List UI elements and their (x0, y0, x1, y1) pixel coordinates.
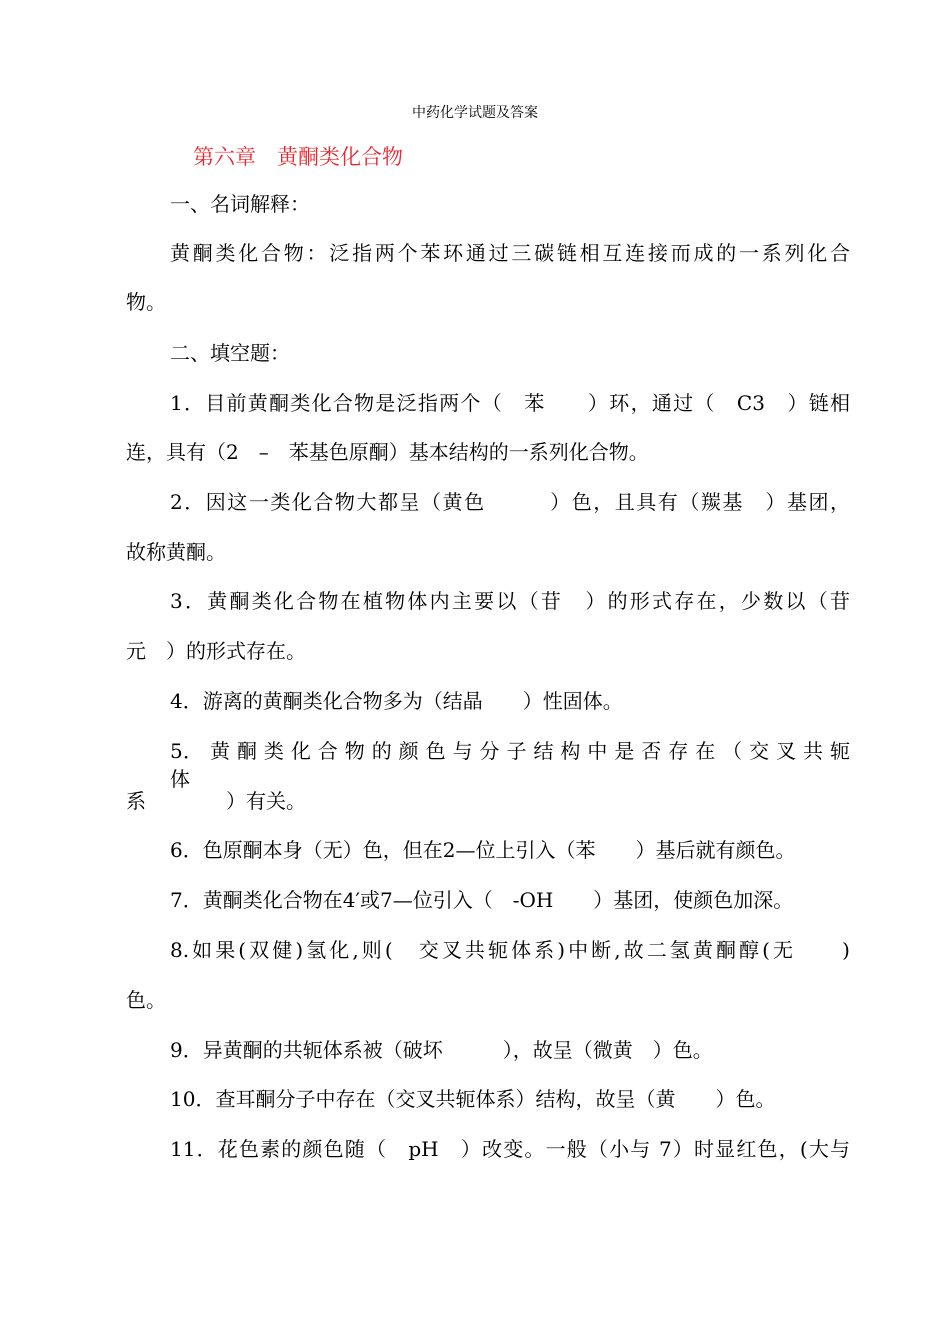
question-1: 1．目前黄酮类化合物是泛指两个（ 苯 ）环，通过（ C3 ）链相 (170, 391, 850, 415)
question-8: 8.如果(双健)氢化,则( 交叉共轭体系)中断,故二氢黄酮醇(无 ) (170, 938, 850, 962)
question-5: 5． 黄 酮 类 化 合 物 的 颜 色 与 分 子 结 构 中 是 否 存 在 （ 交 叉 共 轭 体 (170, 739, 850, 791)
question-11: 11．花色素的颜色随（ pH ）改变。一般（小与 7）时显红色，(大与 (170, 1137, 850, 1161)
question-3-cont: 元 ）的形式存在。 (126, 639, 306, 663)
question-9: 9．异黄酮的共轭体系被（破坏 ），故呈（微黄 ）色。 (170, 1038, 713, 1062)
question-8-cont: 色。 (126, 988, 166, 1012)
question-5-cont: 系 ）有关。 (126, 789, 306, 813)
question-2-cont: 故称黄酮。 (126, 540, 226, 564)
page-header: 中药化学试题及答案 (412, 105, 538, 121)
section-heading-fill-blank: 二、填空题： (170, 341, 290, 365)
question-6: 6．色原酮本身（无）色，但在2—位上引入（苯 ）基后就有颜色。 (170, 838, 796, 862)
section-heading-definitions: 一、名词解释： (170, 192, 310, 216)
question-10: 10．查耳酮分子中存在（交叉共轭体系）结构，故呈（黄 ）色。 (170, 1087, 776, 1111)
definition-text: 黄酮类化合物：泛指两个苯环通过三碳链相互连接而成的一系列化合 (170, 241, 850, 265)
question-1-cont: 连，具有（2 – 苯基色原酮）基本结构的一系列化合物。 (126, 440, 649, 464)
question-2: 2．因这一类化合物大都呈（黄色 ）色，且具有（羰基 ）基团， (170, 490, 850, 514)
definition-text-cont: 物。 (126, 290, 166, 314)
question-7: 7．黄酮类化合物在4′或7—位引入（ -OH ）基团，使颜色加深。 (170, 888, 794, 912)
chapter-title: 第六章 黄酮类化合物 (193, 145, 403, 169)
question-4: 4．游离的黄酮类化合物多为（结晶 ）性固体。 (170, 689, 623, 713)
question-3: 3．黄酮类化合物在植物体内主要以（苷 ）的形式存在，少数以（苷 (170, 589, 850, 613)
